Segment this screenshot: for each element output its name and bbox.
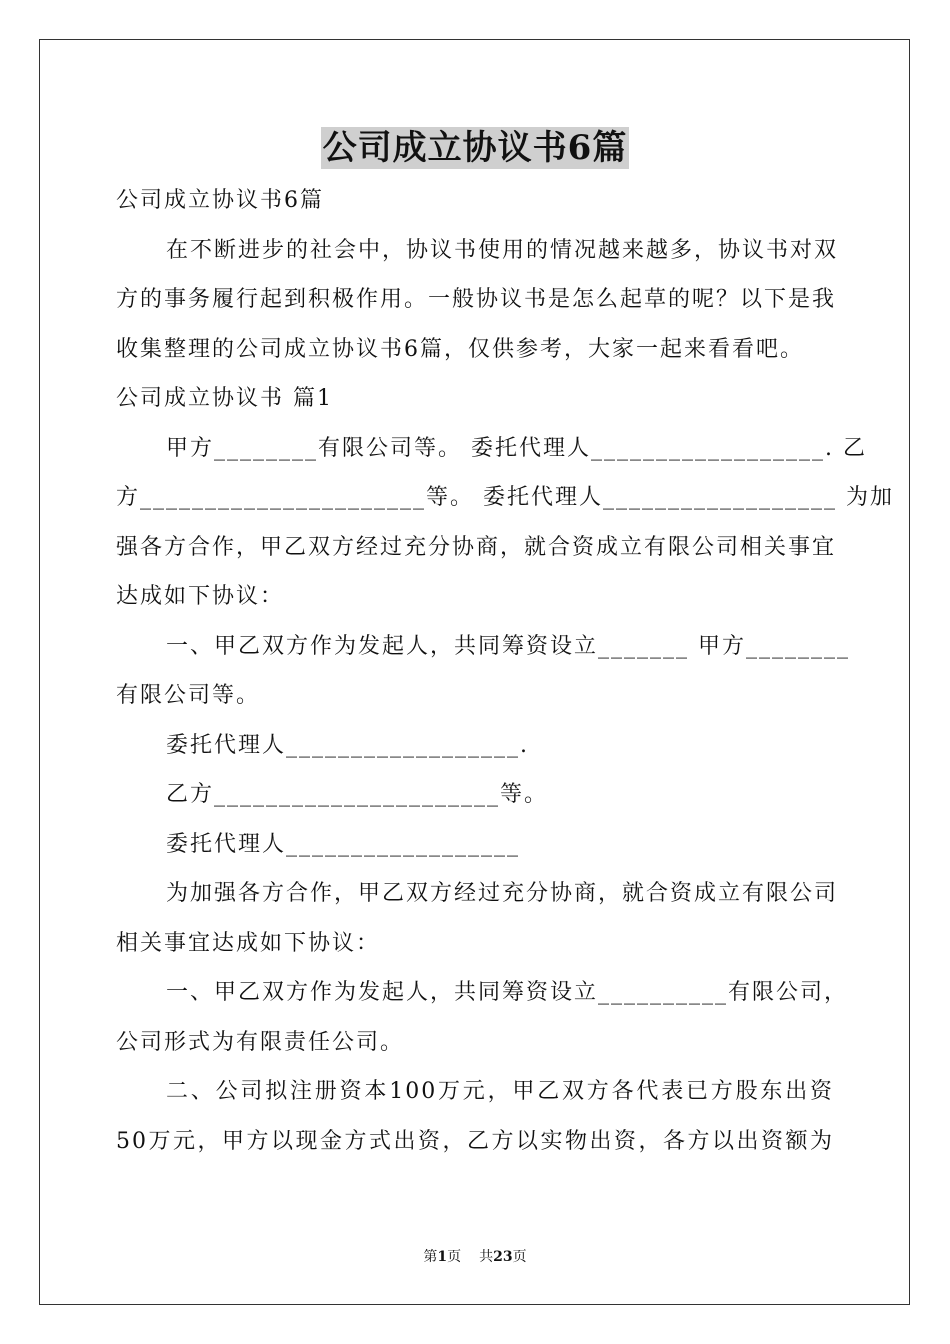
paragraph-line: 相关事宜达成如下协议： <box>116 930 381 956</box>
paragraph-line: 达成如下协议： <box>116 584 285 609</box>
paragraph-line: 为加强各方合作，甲乙双方经过充分协商，就合资成立有限公司 <box>166 881 839 906</box>
paragraph-line: 强各方合作，甲乙双方经过充分协商，就合资成立有限公司相关事宜 <box>116 534 837 560</box>
page-suffix: 页 <box>447 1249 462 1265</box>
paragraph-line: 甲方________有限公司等。 委托代理人__________________. 乙 <box>166 435 867 461</box>
paragraph-line: 方的事务履行起到积极作用。一般协议书是怎么起草的呢？以下是我 <box>116 287 837 312</box>
page-footer <box>0 1247 950 1267</box>
subtitle: 公司成立协议书6篇 <box>116 188 324 213</box>
title-container <box>0 127 950 169</box>
paragraph-line: 一、甲乙双方作为发起人，共同筹资设立_______ 甲方________ <box>166 633 850 659</box>
page-number: 1 <box>437 1249 448 1265</box>
paragraph-line: 公司形式为有限责任公司。 <box>116 1029 405 1055</box>
paragraph-line: 委托代理人__________________. <box>166 732 529 758</box>
section-heading: 公司成立协议书 篇1 <box>116 386 333 411</box>
total-pages: 23 <box>493 1249 513 1265</box>
document-body <box>116 176 894 1166</box>
paragraph-line: 有限公司等。 <box>116 683 261 708</box>
paragraph-line: 乙方______________________等。 <box>166 782 549 807</box>
page-prefix: 第 <box>423 1249 438 1265</box>
paragraph-line: 在不断进步的社会中，协议书使用的情况越来越多，协议书对双 <box>166 237 839 263</box>
paragraph-line: 方______________________等。 委托代理人__________________ 为加 <box>116 485 894 510</box>
paragraph-line: 一、甲乙双方作为发起人，共同筹资设立__________有限公司， <box>166 980 849 1005</box>
paragraph-line: 二、公司拟注册资本100万元，甲乙双方各代表已方股东出资 <box>166 1079 834 1104</box>
paragraph-line: 委托代理人__________________ <box>166 831 521 857</box>
paragraph-line: 50万元，甲方以现金方式出资，乙方以实物出资，各方以出资额为 <box>116 1128 834 1154</box>
total-prefix: 共 <box>479 1249 494 1265</box>
total-suffix: 页 <box>512 1249 527 1265</box>
document-title: 公司成立协议书6篇 <box>322 128 628 168</box>
paragraph-line: 收集整理的公司成立协议书6篇，仅供参考，大家一起来看看吧。 <box>116 336 804 362</box>
